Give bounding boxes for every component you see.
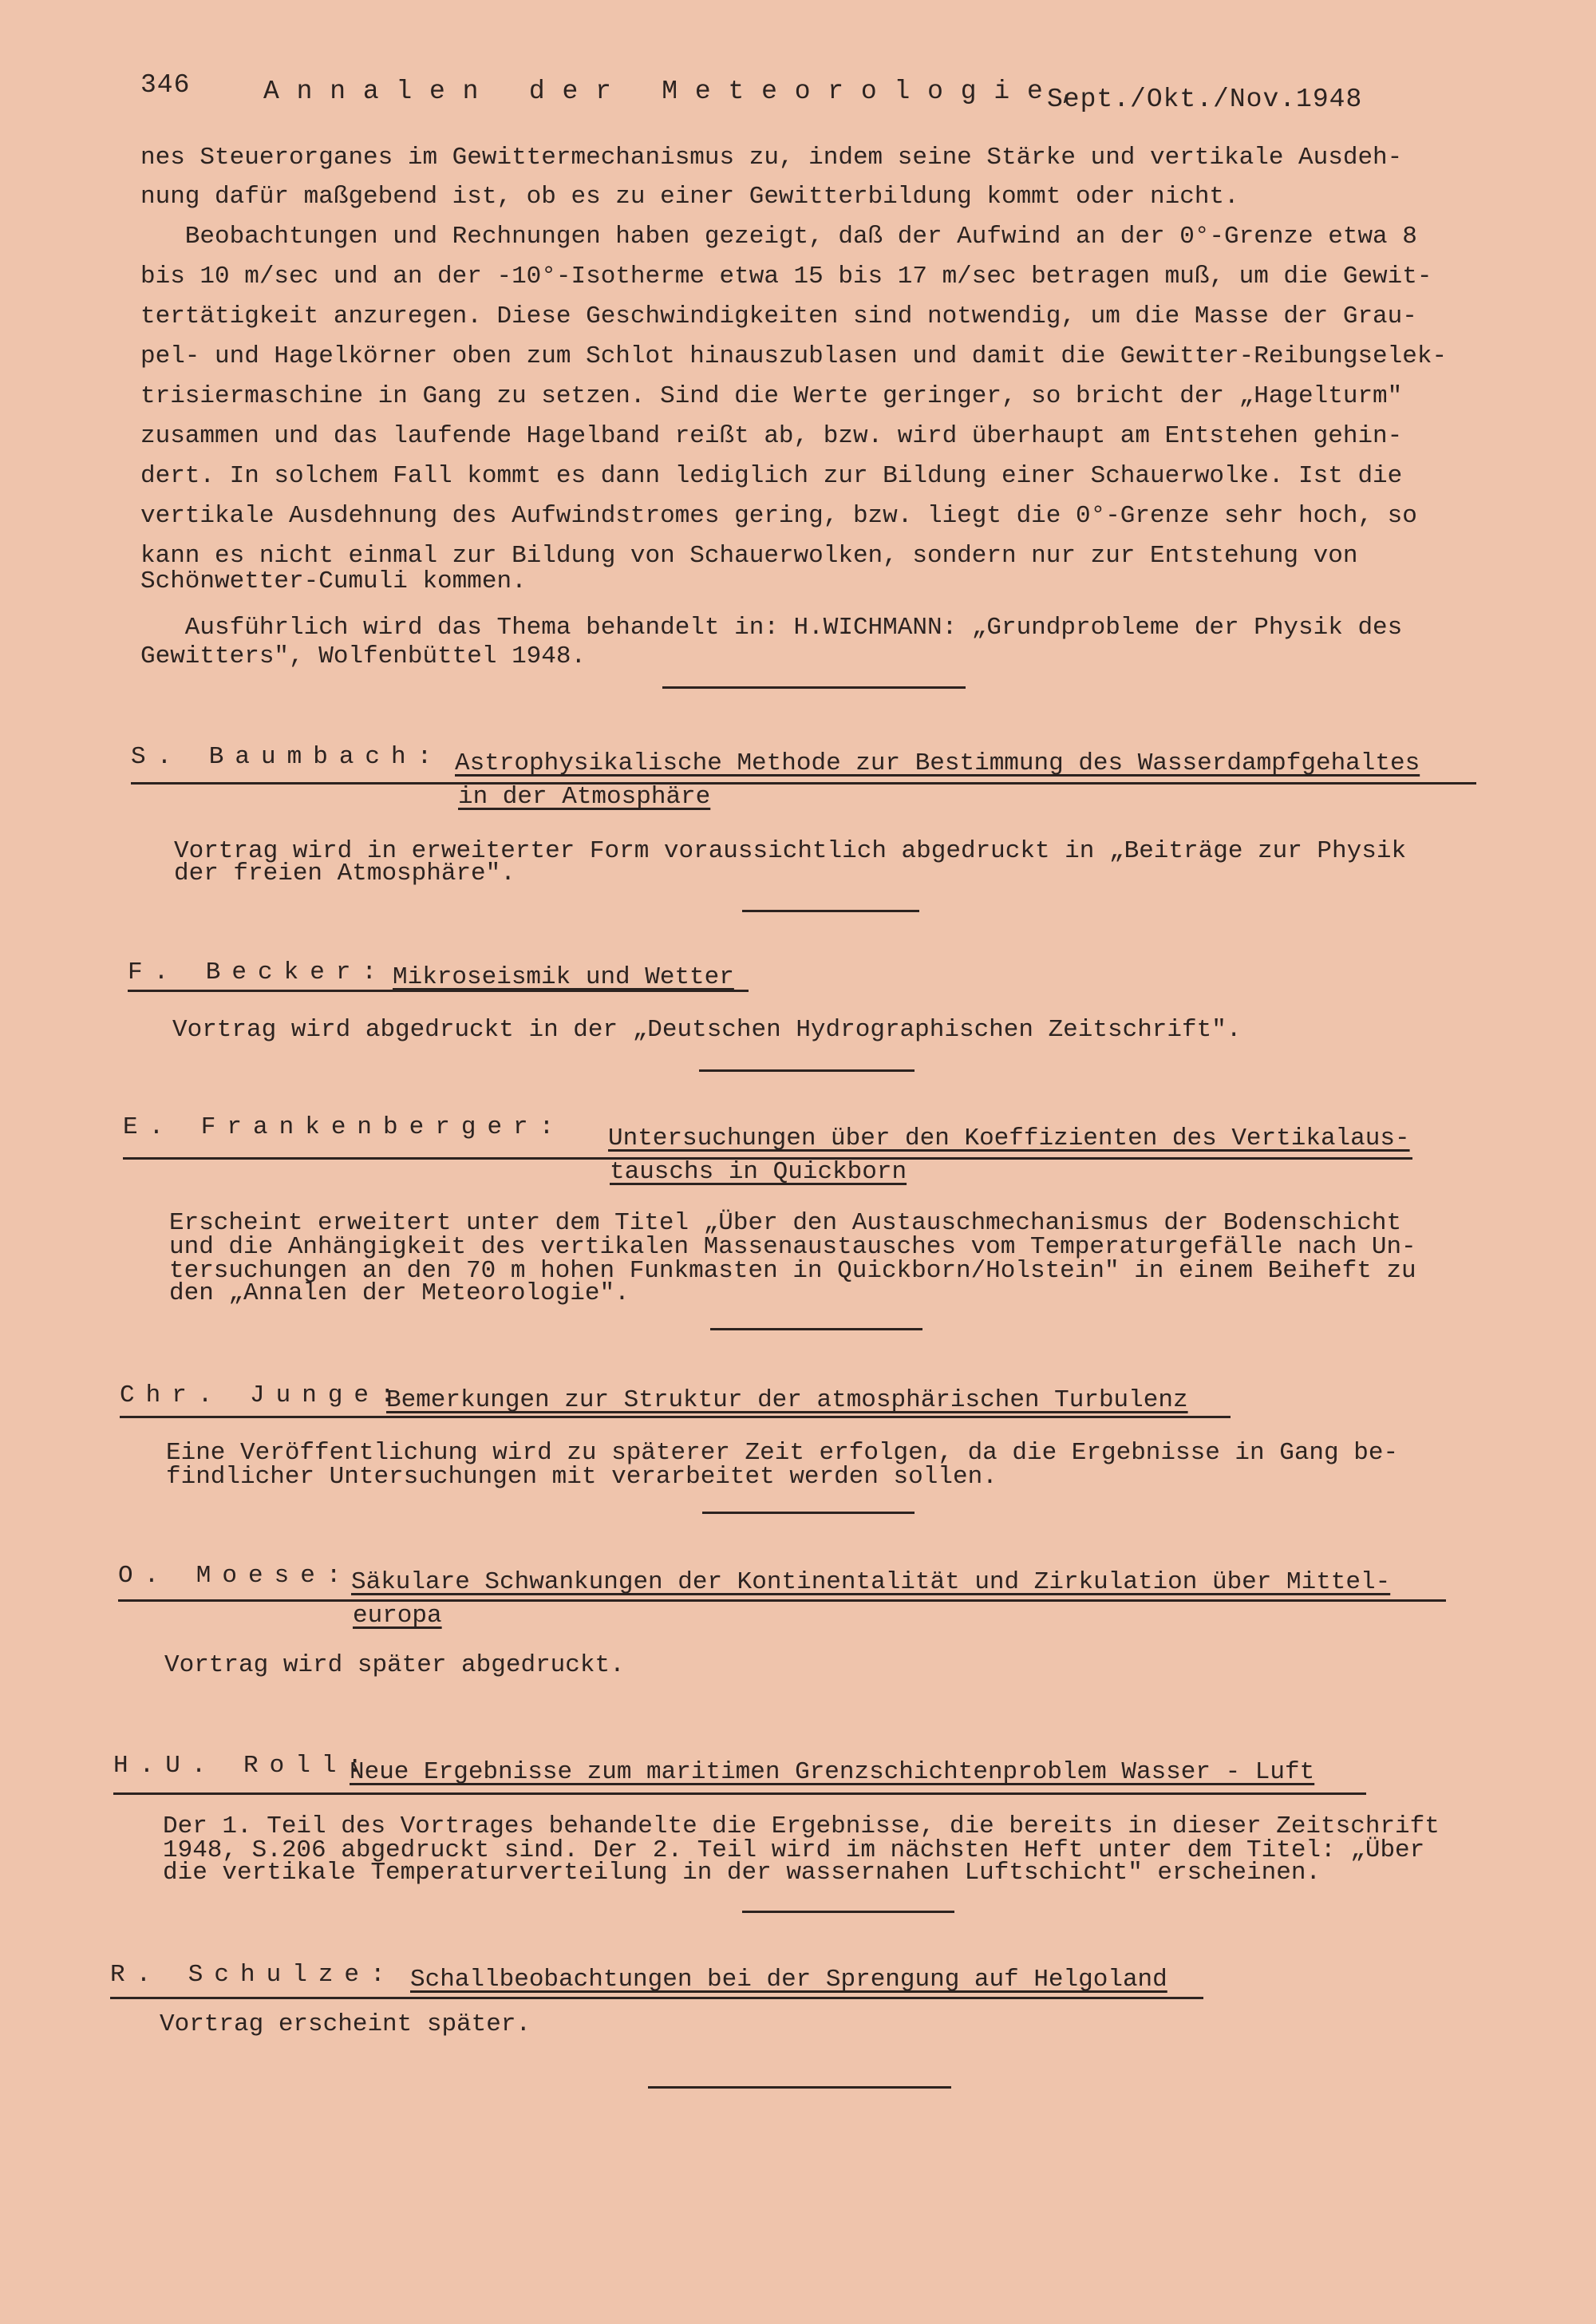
title-underline bbox=[128, 990, 749, 992]
issue-date: Sept./Okt./Nov.1948 bbox=[1047, 85, 1363, 114]
intro-line: nung dafür maßgebend ist, ob es zu einer Gewitterbildung kommt oder nicht. bbox=[140, 183, 1239, 211]
section-divider bbox=[648, 2086, 951, 2089]
entry-body-line: den „Annalen der Meteorologie". bbox=[169, 1279, 630, 1307]
entry-body-line: Eine Veröffentlichung wird zu späterer Zeit erfolgen, da die Ergebnisse in Gang be- bbox=[166, 1439, 1399, 1467]
entry-author: F. Becker: bbox=[128, 958, 389, 986]
intro-line: bis 10 m/sec und an der -10°-Isotherme etwa 15 bis 17 m/sec betragen muß, um die Gewit- bbox=[140, 263, 1432, 290]
entry-title-line: Schallbeobachtungen bei der Sprengung auf Helgoland bbox=[410, 1966, 1167, 1994]
title-underline bbox=[110, 1997, 1203, 1999]
entry-title-line: Mikroseismik und Wetter bbox=[393, 963, 734, 991]
section-divider bbox=[662, 686, 966, 689]
journal-title: A n n a l e n d e r M e t e o r o l o g i e , bbox=[263, 77, 1077, 106]
intro-line: Schönwetter-Cumuli kommen. bbox=[140, 567, 527, 595]
intro-line: vertikale Ausdehnung des Aufwindstromes gering, bzw. liegt die 0°-Grenze sehr hoch, so bbox=[140, 502, 1417, 530]
section-divider bbox=[742, 1911, 954, 1913]
entry-body-line: Vortrag wird abgedruckt in der „Deutschen Hydrographischen Zeitschrift". bbox=[172, 1016, 1242, 1044]
intro-line: Ausführlich wird das Thema behandelt in: H.WICHMANN: „Grundprobleme der Physik des bbox=[140, 614, 1403, 642]
entry-body-line: tersuchungen an den 70 m hohen Funkmasten in Quickborn/Holstein" in einem Beiheft zu bbox=[169, 1257, 1416, 1285]
section-divider bbox=[742, 910, 919, 912]
entry-author: O. Moese: bbox=[118, 1562, 353, 1590]
entry-body-line: Vortrag erscheint später. bbox=[160, 2010, 531, 2038]
entry-author: H.U. Roll: bbox=[113, 1752, 374, 1780]
entry-author: R. Schulze: bbox=[110, 1961, 397, 1989]
intro-line: zusammen und das laufende Hagelband reißt ab, bzw. wird überhaupt am Entstehen gehin- bbox=[140, 422, 1403, 450]
entry-title-line: Untersuchungen über den Koeffizienten des Vertikalaus- bbox=[608, 1124, 1410, 1152]
section-divider bbox=[710, 1328, 922, 1330]
intro-line: tertätigkeit anzuregen. Diese Geschwindigkeiten sind notwendig, um die Masse der Grau- bbox=[140, 302, 1417, 330]
intro-line: nes Steuerorganes im Gewittermechanismus zu, indem seine Stärke und vertikale Ausdeh- bbox=[140, 144, 1403, 172]
entry-body-line: Erscheint erweitert unter dem Titel „Über den Austauschmechanismus der Bodenschicht bbox=[169, 1209, 1402, 1237]
entry-body-line: und die Anhängigkeit des vertikalen Massenaustausches vom Temperaturgefälle nach Un- bbox=[169, 1233, 1416, 1261]
title-underline bbox=[118, 1599, 1446, 1602]
entry-title-line: europa bbox=[353, 1602, 442, 1630]
entry-title-line: Astrophysikalische Methode zur Bestimmung des Wasserdampfgehaltes bbox=[455, 749, 1420, 777]
intro-line: Beobachtungen und Rechnungen haben gezeigt, daß der Aufwind an der 0°-Grenze etwa 8 bbox=[140, 223, 1417, 251]
title-underline bbox=[120, 1416, 1231, 1418]
entry-body-line: 1948, S.206 abgedruckt sind. Der 2. Teil wird im nächsten Heft unter dem Titel: „Über bbox=[163, 1836, 1425, 1864]
title-underline bbox=[131, 782, 1476, 785]
page-number: 346 bbox=[140, 70, 191, 100]
entry-author: Chr. Junge: bbox=[120, 1381, 406, 1409]
entry-author: S. Baumbach: bbox=[131, 743, 444, 771]
entry-body-line: die vertikale Temperaturverteilung in der wassernahen Luftschicht" erscheinen. bbox=[163, 1859, 1321, 1887]
entry-body-line: Der 1. Teil des Vortrages behandelte die Ergebnisse, die bereits in dieser Zeitschrift bbox=[163, 1812, 1440, 1840]
entry-author: E. Frankenberger: bbox=[123, 1113, 566, 1141]
intro-line: dert. In solchem Fall kommt es dann lediglich zur Bildung einer Schauerwolke. Ist die bbox=[140, 462, 1403, 490]
intro-line: Gewitters", Wolfenbüttel 1948. bbox=[140, 642, 587, 670]
intro-line: trisiermaschine in Gang zu setzen. Sind die Werte geringer, so bricht der „Hagelturm" bbox=[140, 382, 1403, 410]
section-divider bbox=[702, 1512, 915, 1514]
entry-body-line: Vortrag wird später abgedruckt. bbox=[164, 1651, 625, 1679]
entry-body-line: Vortrag wird in erweiterter Form voraussichtlich abgedruckt in „Beiträge zur Physik bbox=[174, 837, 1407, 865]
title-underline bbox=[113, 1792, 1366, 1795]
section-divider bbox=[699, 1069, 915, 1072]
entry-body-line: der freien Atmosphäre". bbox=[174, 860, 516, 887]
entry-title-line: Säkulare Schwankungen der Kontinentalität und Zirkulation über Mittel- bbox=[351, 1568, 1391, 1596]
entry-title-line: Neue Ergebnisse zum maritimen Grenzschichtenproblem Wasser - Luft bbox=[350, 1758, 1315, 1786]
entry-title-line: in der Atmosphäre bbox=[458, 783, 711, 811]
entry-title-line: Bemerkungen zur Struktur der atmosphärischen Turbulenz bbox=[386, 1386, 1188, 1414]
entry-title-line: tauschs in Quickborn bbox=[610, 1158, 907, 1186]
intro-line: pel- und Hagelkörner oben zum Schlot hinauszublasen und damit die Gewitter-Reibungselek- bbox=[140, 342, 1448, 370]
entry-body-line: findlicher Untersuchungen mit verarbeitet werden sollen. bbox=[166, 1463, 998, 1491]
intro-line: kann es nicht einmal zur Bildung von Schauerwolken, sondern nur zur Entstehung von bbox=[140, 542, 1358, 570]
